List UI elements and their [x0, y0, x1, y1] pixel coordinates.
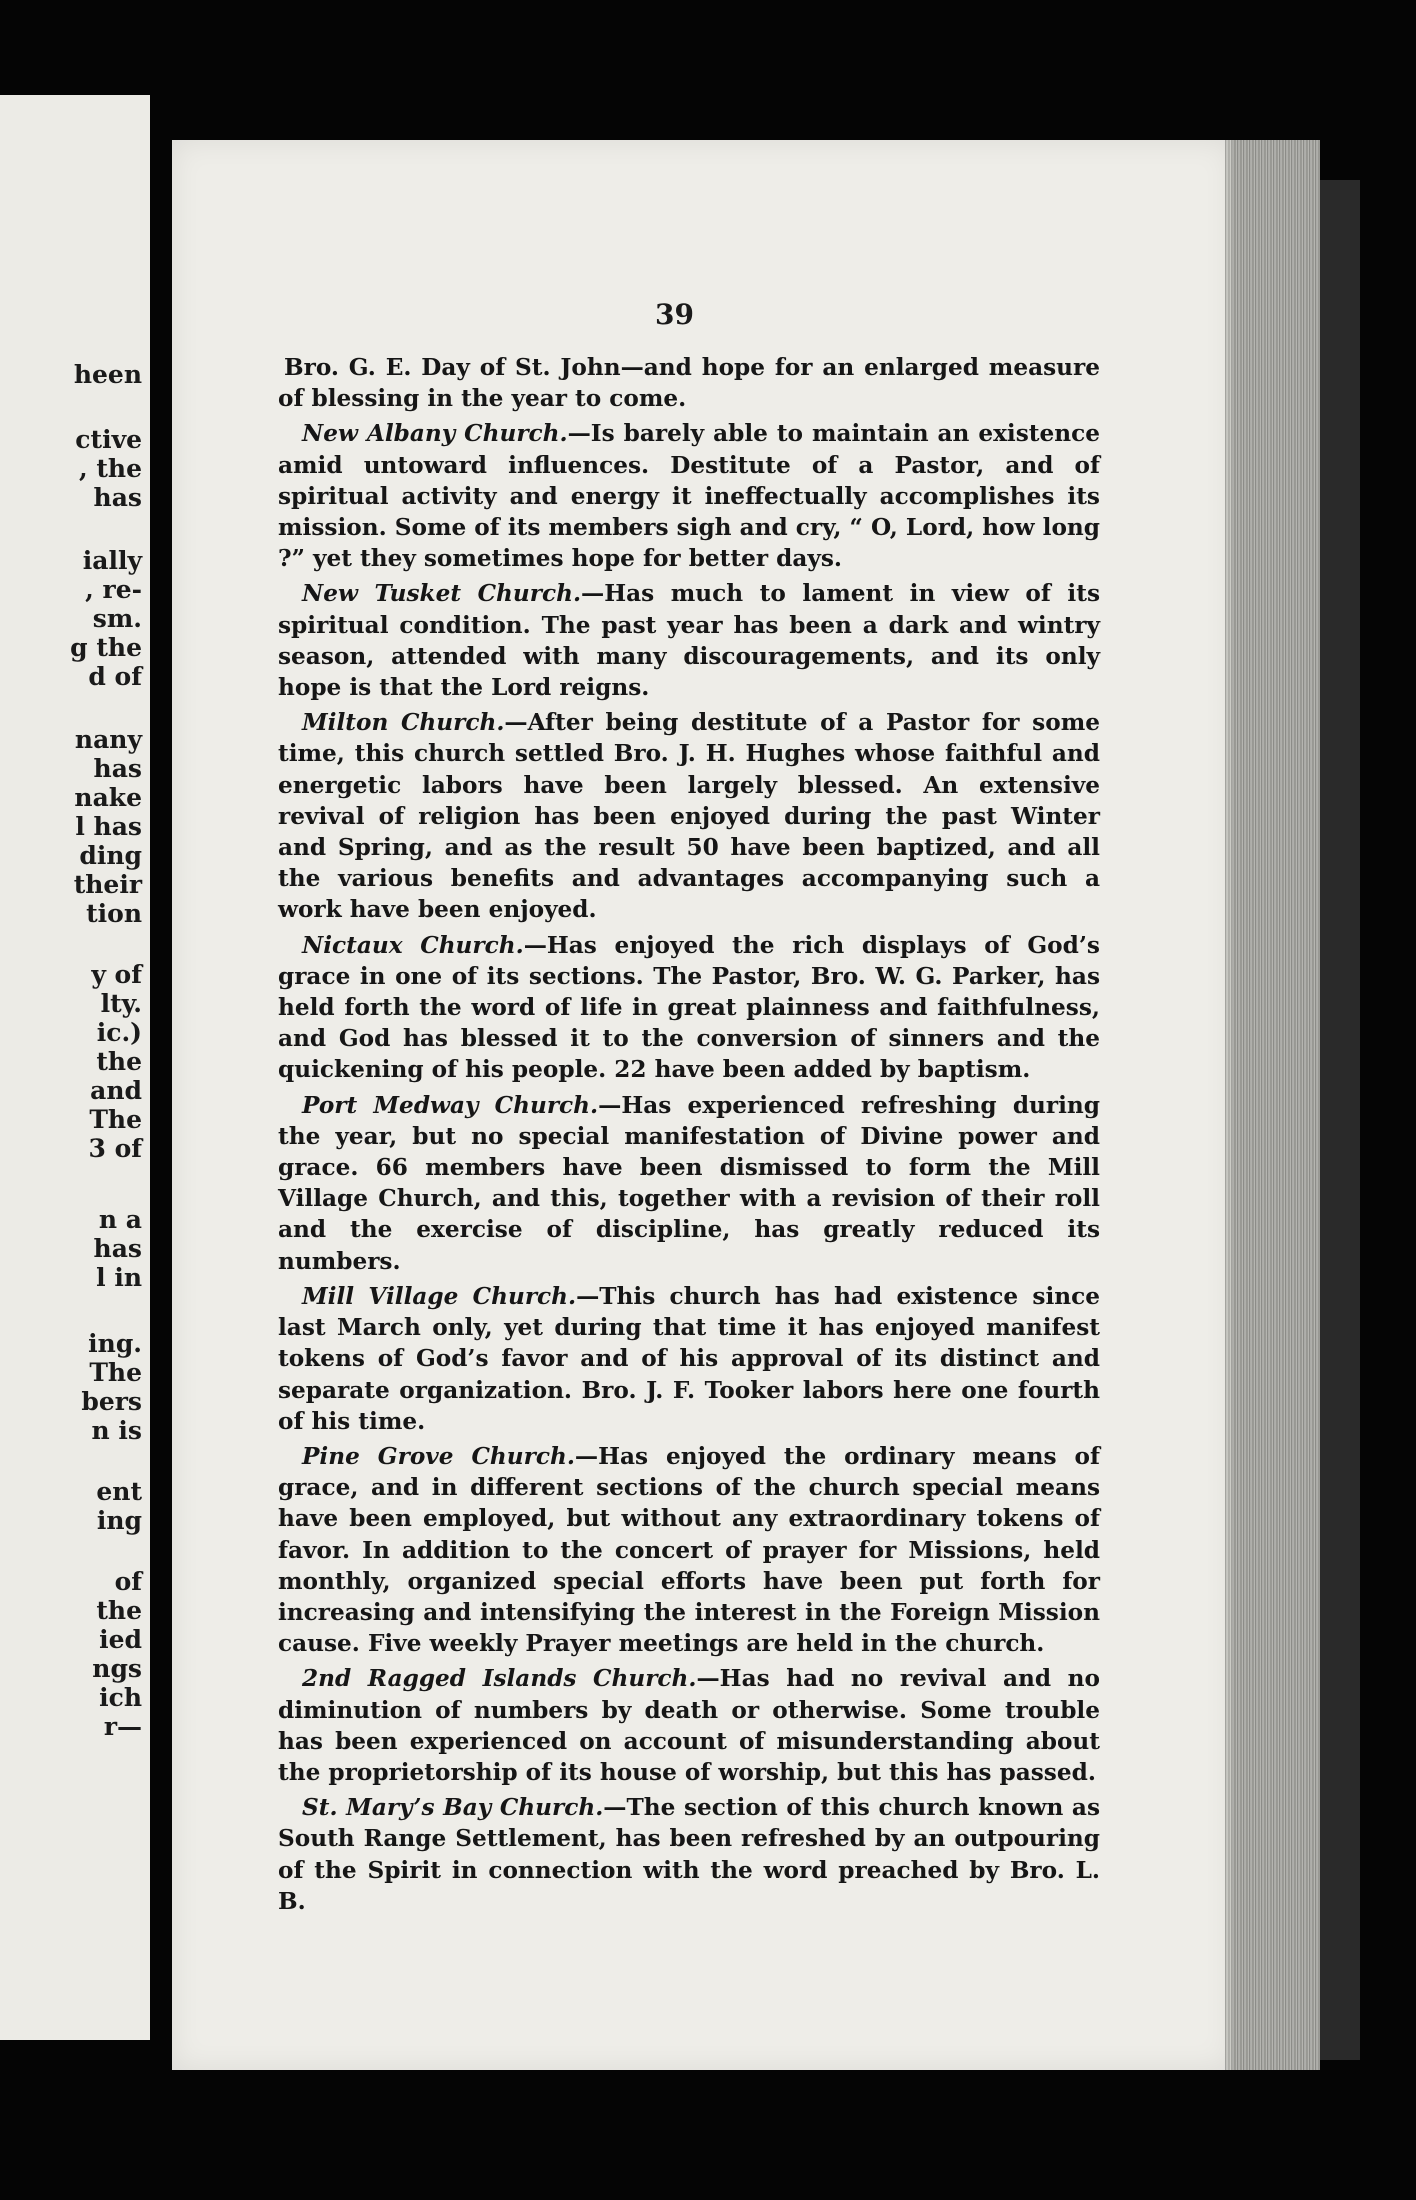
church-report-mill-village	[278, 1281, 1100, 1437]
left-page-fragment: sm.	[92, 604, 142, 633]
church-report-nictaux	[278, 930, 1100, 1086]
church-name: St. Mary’s Bay Church.	[302, 1794, 604, 1822]
church-name: Port Medway Church.	[302, 1091, 599, 1119]
left-page-fragment: has	[93, 483, 142, 512]
left-page-fragment: ially	[82, 546, 142, 575]
church-name: Mill Village Church.	[302, 1282, 577, 1310]
church-report-port-medway	[278, 1090, 1100, 1277]
left-page-fragment: , the	[78, 454, 142, 483]
church-report-ragged-islands	[278, 1663, 1100, 1788]
paragraph-text: —After being destitute of a Pastor for some time, this church settled Bro. J. H. Hughes whose faithful and energetic labors have been largely blessed. An extensive revival of religion has been enjoyed during the past Winter and Spring, and as the result 50 have been baptized, and all the various benefits and advantages accompanying such a work have been enjoyed.	[278, 709, 1100, 924]
paragraph-text: —Has had no revival and no diminution of numbers by death or otherwise. Some trouble has been experienced on account of misunderstanding about the proprietorship of its house of worship, but this has passed.	[278, 1665, 1100, 1786]
left-page-fragment: heen	[73, 360, 142, 389]
left-page-fragment: nake	[74, 783, 142, 812]
left-page-fragment: and	[90, 1076, 142, 1105]
left-page-fragment: ent	[96, 1477, 142, 1506]
page-body	[278, 352, 1100, 1921]
left-page-fragment: ic.)	[96, 1018, 142, 1047]
book-spine	[1320, 180, 1360, 2060]
paragraph-text: Bro. G. E. Day of St. John—and hope for an enlarged measure of blessing in the year to come.	[278, 354, 1100, 413]
left-page-fragment: ich	[99, 1683, 142, 1712]
left-page-fragment: bers	[81, 1387, 142, 1416]
church-report-pine-grove	[278, 1441, 1100, 1659]
left-page-fragment: their	[73, 870, 142, 899]
church-name: 2nd Ragged Islands Church.	[302, 1665, 697, 1693]
left-page-fragment: ing.	[88, 1329, 142, 1358]
paragraph-text: —The section of this church known as South Range Settlement, has been refreshed by an outpouring of the Spirit in connection with the word preached by Bro. L. B.	[278, 1794, 1100, 1915]
left-page-fragment: r—	[103, 1712, 142, 1741]
paragraph-text: —Has much to lament in view of its spiritual condition. The past year has been a dark and wintry season, attended with many discouragements, and its only hope is that the Lord reigns.	[278, 580, 1100, 702]
left-page-fragment: n is	[91, 1416, 142, 1445]
left-page-fragment: The	[89, 1105, 142, 1134]
church-report-new-tusket	[278, 578, 1100, 703]
left-page-fragment: ing	[96, 1506, 142, 1535]
page-number: 39	[655, 298, 694, 331]
paragraph-text: —Has experienced refreshing during the year, but no special manifestation of Divine power and grace. 66 members have been dismissed to form the Mill Village Church, and this, together with a revision of their roll and the exercise of discipline, has greatly reduced its numbers.	[278, 1091, 1101, 1275]
left-page-fragment: of	[114, 1567, 142, 1596]
church-name: Pine Grove Church.	[302, 1442, 575, 1470]
paragraph-text: —Has enjoyed the rich displays of God’s grace in one of its sections. The Pastor, Bro. W. G. Parker, has held forth the word of life in great plainness and faithfulness, and God has blessed it to the conversion of sinners and the quickening of his people. 22 have been added by baptism.	[278, 931, 1100, 1084]
left-page-fragment: has	[93, 1234, 142, 1263]
paragraph-text: —Is barely able to maintain an existence amid untoward influences. Destitute of a Pastor, and of spiritual activity and energy it ineffectually accomplishes its mission. Some of its members sigh and cry, “ O, Lord, how long ?” yet they sometimes hope for better days.	[278, 420, 1100, 573]
left-page-fragment: d of	[88, 662, 142, 691]
left-page-fragment: lty.	[100, 989, 142, 1018]
left-page-fragment: ctive	[75, 425, 142, 454]
left-page-fragment: l has	[75, 812, 142, 841]
left-page-fragment: y of	[91, 960, 142, 989]
page-edges	[1225, 140, 1320, 2070]
left-page-fragment: ding	[79, 841, 142, 870]
left-page-fragment: nany	[74, 725, 142, 754]
church-name: New Tusket Church.	[302, 580, 582, 608]
church-name: New Albany Church.	[302, 420, 568, 448]
left-page-fragment: l in	[96, 1263, 142, 1292]
church-report-st-marys-bay	[278, 1792, 1100, 1917]
left-facing-page	[0, 95, 150, 2040]
paragraph-text: —This church has had existence since last March only, yet during that time it has enjoyed manifest tokens of God’s favor and of his approval of its distinct and separate organization. Bro. J. F. Tooker labors here one fourth of his time.	[278, 1282, 1100, 1435]
church-report-milton	[278, 707, 1100, 925]
left-page-fragment: the	[96, 1596, 142, 1625]
left-page-fragment: n a	[98, 1205, 142, 1234]
paragraph-text: —Has enjoyed the ordinary means of grace, and in different sections of the church special means have been employed, but without any extraordinary tokens of favor. In addition to the concert of prayer for Missions, held monthly, organized special efforts have been put forth for increasing and intensifying the interest in the Foreign Mission cause. Five weekly Prayer meetings are held in the church.	[278, 1442, 1100, 1658]
left-page-fragment: tion	[86, 899, 142, 928]
left-page-fragment: the	[96, 1047, 142, 1076]
left-page-fragment: ied	[99, 1625, 142, 1654]
left-page-fragment: g the	[70, 633, 142, 662]
church-report-new-albany	[278, 418, 1100, 574]
left-page-fragment: The	[89, 1358, 142, 1387]
paragraph-continuation	[278, 352, 1100, 414]
left-page-fragment: ngs	[92, 1654, 142, 1683]
church-name: Nictaux Church.	[302, 931, 524, 959]
left-page-fragment: , re-	[85, 575, 142, 604]
left-page-fragment: 3 of	[88, 1134, 142, 1163]
church-name: Milton Church.	[302, 709, 505, 737]
left-page-fragment: has	[93, 754, 142, 783]
